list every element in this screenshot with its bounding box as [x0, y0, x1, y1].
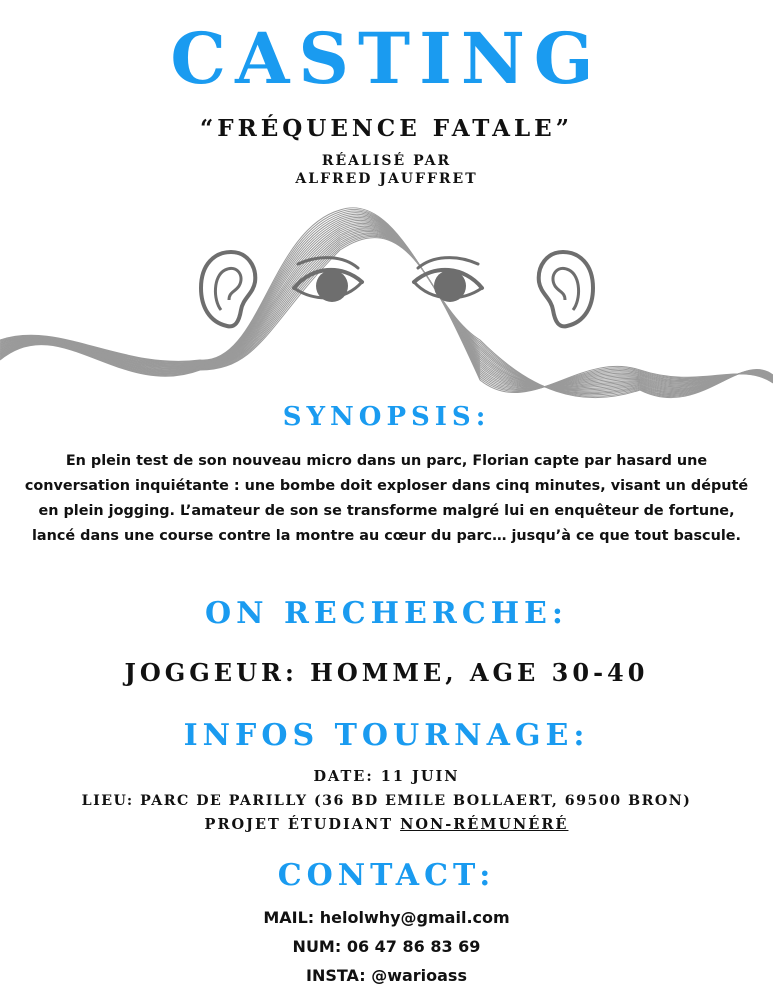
contact-heading: CONTACT:: [277, 858, 496, 893]
casting-call-heading: ON RECHERCHE:: [205, 596, 568, 631]
director-label: RÉALISÉ PAR: [321, 153, 452, 169]
poster-title: CASTING: [170, 17, 603, 100]
contact-instagram: INSTA: @warioass: [306, 966, 467, 985]
contact-email: MAIL: helolwhy@gmail.com: [263, 908, 510, 927]
eye-icon: [414, 258, 482, 302]
synopsis-text: En plein test de son nouveau micro dans un parc, Florian capte par hasard une conversation inquiétante : une bombe doit exploser dans cinq minutes, visant un député en plein jogging. L’amateur de son se transforme malgré lui en enquêteur de fortune, lancé dans une course contre la montre au cœur du parc… jusqu’à ce que tout bascule.: [24, 453, 749, 544]
sound-wave-line: [0, 236, 773, 391]
sound-wave-line: [0, 238, 773, 393]
ear-icon: [201, 252, 255, 326]
shooting-location: LIEU: PARC DE PARILLY (36 BD EMILE BOLLAERT, 69500 BRON): [81, 793, 692, 809]
eye-icon: [294, 258, 362, 302]
unpaid-notice: NON-RÉMUNÉRÉ: [400, 816, 569, 833]
contact-phone: NUM: 06 47 86 83 69: [292, 937, 481, 956]
shooting-info-heading: INFOS TOURNAGE:: [183, 718, 590, 753]
project-type-label: PROJET ÉTUDIANT: [204, 816, 401, 833]
director-name: ALFRED JAUFFRET: [295, 171, 478, 187]
project-type: [0, 813, 773, 837]
director-credit: [0, 152, 773, 188]
synopsis-heading: SYNOPSIS:: [282, 402, 491, 432]
sound-wave-line: [0, 235, 773, 390]
role-description: JOGGEUR: HOMME, AGE 30-40: [124, 658, 649, 687]
film-title: “FRÉQUENCE FATALE”: [200, 115, 573, 142]
shooting-date: DATE: 11 JUIN: [313, 768, 460, 785]
sound-wave-line: [0, 213, 773, 395]
sound-wave-lines: [0, 208, 773, 398]
ear-icon: [539, 252, 593, 326]
